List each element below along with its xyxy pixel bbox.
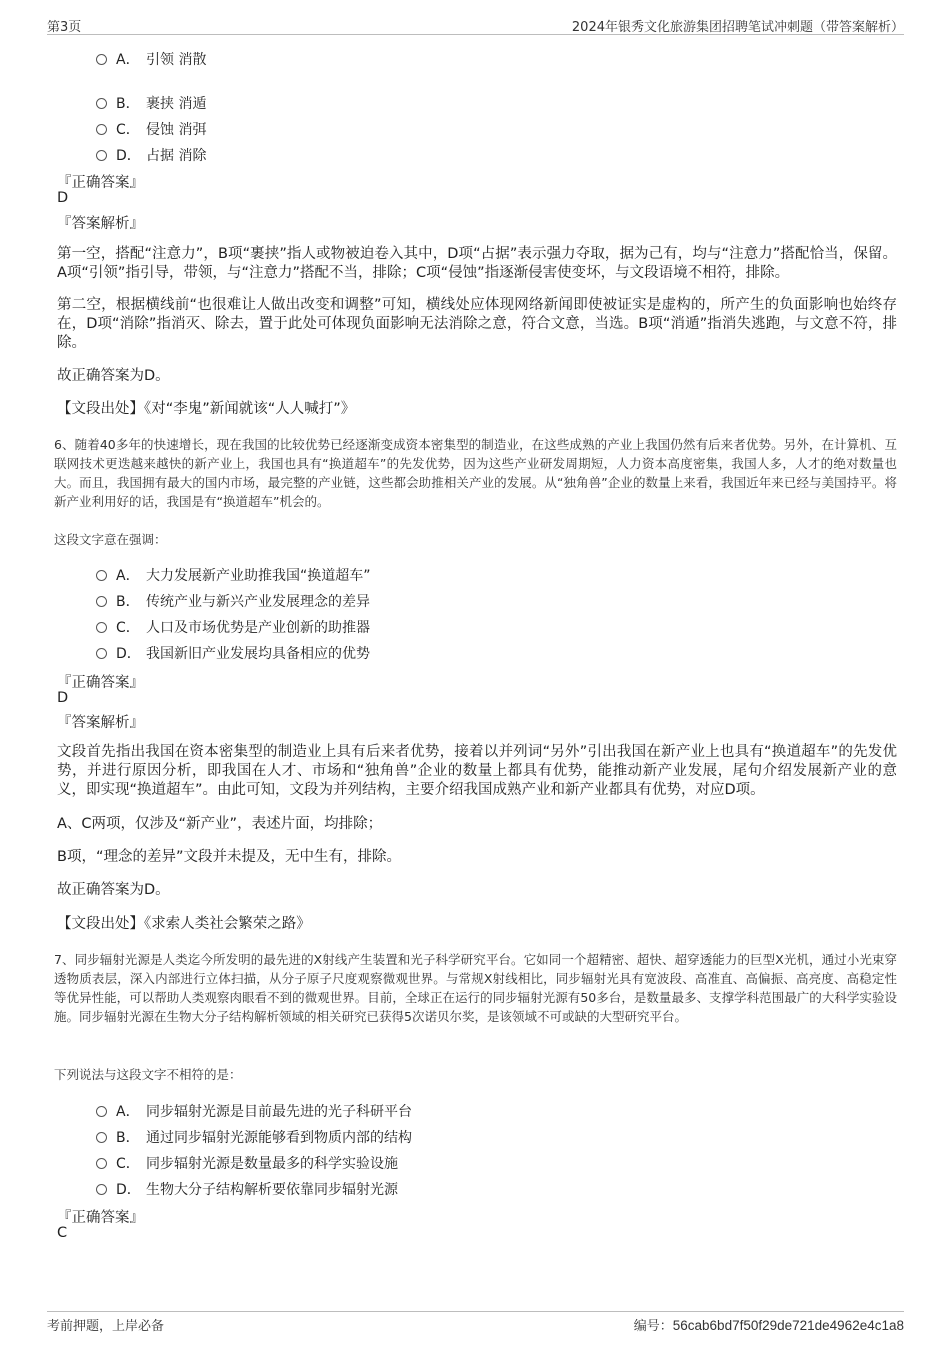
q6-answer: D [57,690,69,706]
q5-analysis-conclusion: 故正确答案为D。 [57,368,170,384]
q6-analysis-conclusion: 故正确答案为D。 [57,882,170,898]
q5-option-b[interactable]: B． 裹挟 消遁 [96,93,206,113]
q7-option-a[interactable]: A． 同步辐射光源是目前最先进的光子科研平台 [96,1101,412,1121]
q6-option-c[interactable]: C． 人口及市场优势是产业创新的助推器 [96,617,370,637]
radio-icon[interactable] [96,622,107,633]
q6-option-d[interactable]: D． 我国新旧产业发展均具备相应的优势 [96,643,370,663]
radio-icon[interactable] [96,648,107,659]
radio-icon[interactable] [96,1132,107,1143]
radio-icon[interactable] [96,570,107,581]
q6-source: 【文段出处】《求索人类社会繁荣之路》 [57,916,311,932]
q5-answer-label: 『正确答案』 [57,175,144,191]
radio-icon[interactable] [96,1158,107,1169]
q6-analysis-paragraph: 文段首先指出我国在资本密集型的制造业上具有后来者优势，接着以并列词“另外”引出我国在新产业上也具有“换道超车”的先发优势，并进行原因分析，即我国在人才、市场和“独角兽”企业的数量上都具有优势，能推动新产业发展，尾句介绍发展新产业的意义，即实现“换道超车”。由此可知，文段为并列结构，主要介绍我国成熟产业和新产业都具有优势，对应D项。 [57,744,897,798]
q6-analysis-label: 『答案解析』 [57,715,144,731]
q6-option-a[interactable]: A． 大力发展新产业助推我国“换道超车” [96,565,371,585]
page-footer [47,1311,904,1334]
radio-icon[interactable] [96,596,107,607]
q5-option-d[interactable]: D． 占据 消除 [96,145,206,165]
q5-option-a[interactable]: A． 引领 消散 [96,49,206,69]
radio-icon[interactable] [96,98,107,109]
q5-analysis-label: 『答案解析』 [57,216,144,232]
q5-source: 【文段出处】《对“李鬼”新闻就该“人人喊打”》 [57,401,356,417]
q7-option-c[interactable]: C． 同步辐射光源是数量最多的科学实验设施 [96,1153,398,1173]
page-number: 第3页 [47,20,82,35]
document-title: 2024年银秀文化旅游集团招聘笔试冲刺题（带答案解析） [571,20,904,35]
radio-icon[interactable] [96,150,107,161]
page-header [47,14,904,35]
q6-analysis-paragraph: B项，“理念的差异”文段并未提及，无中生有，排除。 [57,849,401,865]
q7-stem: 7、同步辐射光源是人类迄今所发明的最先进的X射线产生装置和光子科学研究平台。它如同一个超精密、超快、超穿透能力的巨型X光机，通过小光束穿透物质表层，深入内部进行立体扫描，从分子原子尺度观察微观世界。与常规X射线相比，同步辐射光具有宽波段、高准直、高偏振、高亮度、高稳定性等优异性能，可以帮助人类观察肉眼看不到的微观世界。目前，全球正在运行的同步辐射光源有50多台，是数量最多、支撑学科范围最广的大科学实验设施。同步辐射光源在生物大分子结构解析领域的相关研究已获得5次诺贝尔奖，是该领域不可或缺的大型研究平台。 [54,952,897,1024]
q5-analysis-paragraph: 第一空，搭配“注意力”，B项“裹挟”指人或物被迫卷入其中，D项“占据”表示强力夺取，据为己有，均与“注意力”搭配恰当，保留。A项“引领”指引导，带领，与“注意力”搭配不当，排除；C项“侵蚀”指逐渐侵害使变坏，与文段语境不相符，排除。 [57,246,897,281]
q5-analysis-paragraph: 第二空，根据横线前“也很难让人做出改变和调整”可知，横线处应体现网络新闻即使被证实是虚构的，所产生的负面影响也始终存在，D项“消除”指消灭、除去，置于此处可体现负面影响无法消除之意，符合文意，当选。B项“消遁”指消失逃跑，与文意不符，排除。 [57,297,897,351]
radio-icon[interactable] [96,1184,107,1195]
document-code: 编号：56cab6bd7f50f29de721de4962e4c1a8 [633,1318,904,1334]
radio-icon[interactable] [96,124,107,135]
q5-answer: D [57,190,69,206]
q7-prompt: 下列说法与这段文字不相符的是： [54,1067,242,1082]
q6-option-b[interactable]: B． 传统产业与新兴产业发展理念的差异 [96,591,370,611]
radio-icon[interactable] [96,1106,107,1117]
q7-option-d[interactable]: D． 生物大分子结构解析要依靠同步辐射光源 [96,1179,398,1199]
q6-stem: 6、随着40多年的快速增长，现在我国的比较优势已经逐渐变成资本密集型的制造业，在这些成熟的产业上我国仍然有后来者优势。另外，在计算机、互联网技术更迭越来越快的新产业上，我国也具有“换道超车”的先发优势，因为这些产业研发周期短，人力资本高度密集，我国人多，人才的绝对数量也大。而且，我国拥有最大的国内市场，最完整的产业链，这些都会助推相关产业的发展。从“独角兽”企业的数量上来看，我国近年来已经与美国持平。将新产业利用好的话，我国是有“换道超车”机会的。 [54,437,897,509]
q7-answer-label: 『正确答案』 [57,1210,144,1226]
q5-option-c[interactable]: C． 侵蚀 消弭 [96,119,206,139]
radio-icon[interactable] [96,54,107,65]
q7-option-b[interactable]: B． 通过同步辐射光源能够看到物质内部的结构 [96,1127,412,1147]
q6-prompt: 这段文字意在强调： [54,532,167,547]
q6-analysis-paragraph: A、C两项，仅涉及“新产业”，表述片面，均排除； [57,816,383,832]
footer-note: 考前押题，上岸必备 [47,1319,165,1334]
q6-answer-label: 『正确答案』 [57,675,144,691]
q7-answer: C [57,1225,68,1241]
